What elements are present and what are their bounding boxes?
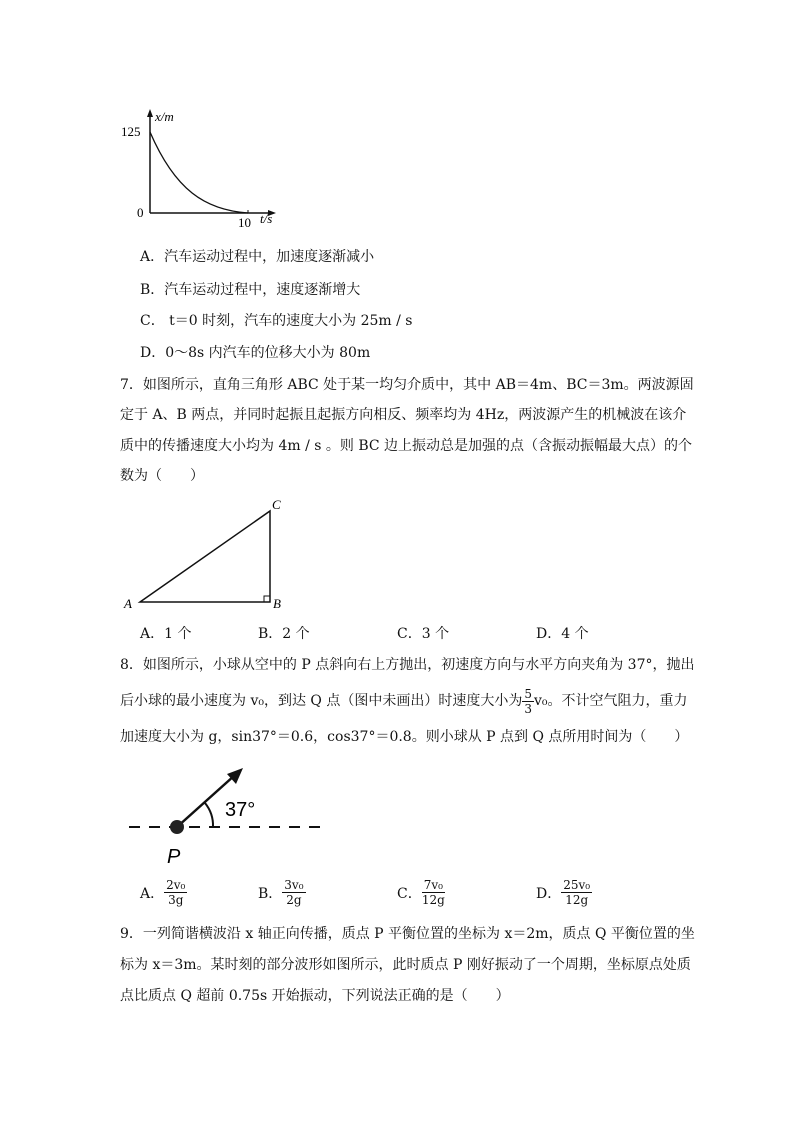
- vertex-b-label: B: [273, 596, 281, 611]
- q6-option-b: B．汽车运动过程中，速度逐渐增大: [140, 282, 361, 298]
- q8-option-b-label: B．: [258, 885, 283, 902]
- q8-fraction: [522, 687, 534, 716]
- q7-line-3: 质中的传播速度大小均为 4m / s 。则 BC 边上振动总是加强的点（含振动振幅最大点）的个: [120, 438, 693, 454]
- q6-option-c: C． t＝0 时刻，汽车的速度大小为 25m / s: [140, 313, 413, 329]
- angle-label: 37°: [225, 799, 256, 821]
- x-t-graph: [120, 105, 290, 230]
- q7-option-d: D．4 个: [536, 626, 589, 642]
- q7-option-b: B．2 个: [258, 626, 310, 642]
- q8-option-c-label: C．: [397, 885, 422, 902]
- q8-option-b-den: 2g: [286, 893, 302, 907]
- q8-fraction-den: 3: [524, 701, 532, 716]
- vertex-c-label: C: [272, 497, 281, 512]
- q6-option-d: D．0～8s 内汽车的位移大小为 80m: [140, 345, 371, 361]
- q9-line-3: 点比质点 Q 超前 0.75s 开始振动，下列说法正确的是（ ）: [120, 988, 510, 1004]
- q8-option-a: [140, 878, 187, 907]
- q8-fraction-num: 5: [524, 686, 532, 701]
- q8-option-d-label: D．: [536, 885, 562, 902]
- q9-line-2: 标为 x＝3m。某时刻的部分波形如图所示，此时质点 P 刚好振动了一个周期，坐标原点处质: [120, 957, 691, 973]
- q8-option-a-label: A．: [140, 885, 165, 902]
- y-axis-label: x/m: [155, 109, 174, 124]
- y-tick-125: 125: [121, 124, 141, 139]
- ball-p: [170, 820, 184, 834]
- origin-label: 0: [137, 205, 144, 220]
- q7-line-2: 定于 A、B 两点，并同时起振且起振方向相反、频率均为 4Hz，两波源产生的机械波在该介: [120, 407, 687, 423]
- decay-curve: [150, 132, 248, 213]
- q8-option-c-num: 7v₀: [423, 878, 443, 892]
- q7-line-4: 数为（ ）: [120, 468, 204, 484]
- q6-option-a: A．汽车运动过程中，加速度逐渐减小: [140, 249, 375, 265]
- q8-option-b: [258, 878, 306, 907]
- q8-option-c: [397, 878, 445, 907]
- q8-line-3: 加速度大小为 g，sin37°＝0.6，cos37°＝0.8。则小球从 P 点到 Q 点所用时间为（ ）: [120, 729, 689, 745]
- q7-option-a: A．1 个: [140, 626, 192, 642]
- q8-option-d-num: 25v₀: [563, 878, 591, 892]
- q8-line-2-post: v₀。不计空气阻力，重力: [534, 693, 688, 709]
- q8-option-d-fraction: [561, 878, 592, 907]
- q8-option-a-fraction: [164, 878, 187, 907]
- q8-line-2: [120, 684, 688, 718]
- q8-option-d: [536, 878, 592, 907]
- q8-option-c-fraction: [422, 878, 445, 907]
- q8-option-a-num: 2v₀: [166, 878, 186, 892]
- q8-option-a-den: 3g: [168, 893, 184, 907]
- q9-line-1: 9．一列简谐横波沿 x 轴正向传播，质点 P 平衡位置的坐标为 x＝2m，质点 Q 平衡位置的坐: [120, 926, 695, 942]
- q8-option-b-fraction: [282, 878, 305, 907]
- q8-line-2-pre: 后小球的最小速度为 v₀，到达 Q 点（图中未画出）时速度大小为: [120, 693, 523, 709]
- triangle-abc: [118, 495, 298, 615]
- x-tick-10: 10: [238, 215, 251, 230]
- angle-arc: [205, 803, 213, 827]
- q7-line-1: 7．如图所示，直角三角形 ABC 处于某一均匀介质中，其中 AB＝4m、BC＝3m。两波源固: [120, 377, 694, 393]
- point-p-label: P: [167, 846, 181, 868]
- q8-option-b-num: 3v₀: [284, 878, 304, 892]
- q8-option-d-den: 12g: [565, 893, 589, 907]
- x-axis-label: t/s: [260, 211, 273, 226]
- q7-option-c: C．3 个: [397, 626, 450, 642]
- q8-option-c-den: 12g: [421, 893, 445, 907]
- q8-line-1: 8．如图所示，小球从空中的 P 点斜向右上方抛出，初速度方向与水平方向夹角为 37°，抛出: [120, 657, 695, 673]
- projectile-figure: [125, 760, 325, 868]
- vertex-a-label: A: [124, 596, 132, 611]
